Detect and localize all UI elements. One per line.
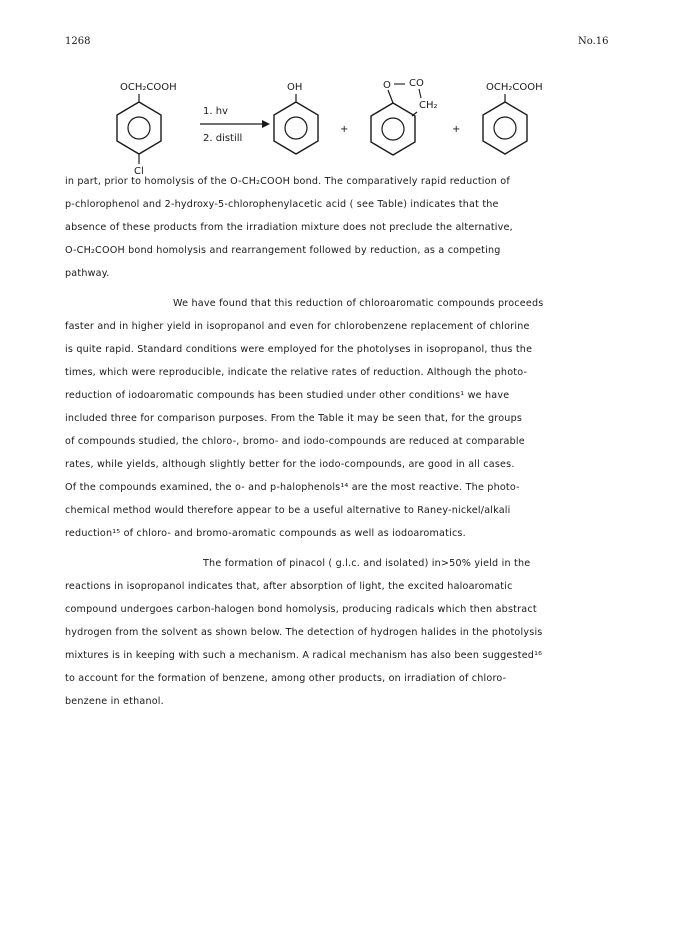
text-line: p-chlorophenol and 2-hydroxy-5-chlorophenylacetic acid ( see Table) indicates that the — [65, 199, 499, 210]
text-line: mixtures is in keeping with such a mechanism. A radical mechanism has also been suggested¹⁶ — [65, 650, 543, 661]
text-line: Of the compounds examined, the o- and p-halophenols¹⁴ are the most reactive. The photo- — [65, 482, 520, 493]
step-2-label: 2. distill — [203, 133, 243, 144]
plus-sign-2: + — [452, 124, 461, 135]
text-line: pathway. — [65, 268, 110, 279]
phenol-product — [274, 82, 318, 154]
text-line: times, which were reproducible, indicate the relative rates of reduction. Although the photo- — [65, 367, 528, 378]
text-line: hydrogen from the solvent as shown below. The detection of hydrogen halides in the photolysis — [65, 627, 543, 638]
text-line: reduction¹⁵ of chloro- and bromo-aromatic compounds as well as iodoaromatics. — [65, 528, 466, 539]
text-line: rates, while yields, although slightly better for the iodo-compounds, are good in all cases. — [65, 459, 515, 470]
phenol-label: OH — [287, 82, 303, 93]
text-line: reactions in isopropanol indicates that, after absorption of light, the excited haloaromatic — [65, 581, 513, 592]
text-line: chemical method would therefore appear to be a useful alternative to Raney-nickel/alkali — [65, 505, 511, 516]
text-line: absence of these products from the irradiation mixture does not preclude the alternative, — [65, 222, 513, 233]
text-line: faster and in higher yield in isopropanol and even for chlorobenzene replacement of chlorine — [65, 321, 530, 332]
text-line: included three for comparison purposes. From the Table it may be seen that, for the groups — [65, 413, 523, 424]
text-line: of compounds studied, the chloro-, bromo- and iodo-compounds are reduced at comparable — [65, 436, 525, 447]
reactant-molecule — [117, 82, 177, 176]
step-1-label: 1. hv — [203, 106, 228, 117]
issue-number: No.16 — [578, 36, 609, 47]
ring-oxygen-label: O — [383, 80, 391, 91]
text-line: reduction of iodoaromatic compounds has been studied under other conditions¹ we have — [65, 390, 510, 401]
page-number: 1268 — [65, 36, 91, 47]
text-line: to account for the formation of benzene, among other products, on irradiation of chloro- — [65, 673, 507, 684]
methylene-label: CH₂ — [419, 100, 438, 111]
text-line: O-CH₂COOH bond homolysis and rearrangement followed by reduction, as a competing — [65, 245, 501, 256]
reaction-arrow — [200, 106, 270, 144]
plus-sign-1: + — [340, 124, 349, 135]
text-line: in part, prior to homolysis of the O-CH₂COOH bond. The comparatively rapid reduction of — [65, 176, 510, 187]
benzofuranone-product — [371, 78, 438, 155]
reaction-scheme — [0, 76, 680, 176]
phenoxyacetic-acid-product — [483, 82, 543, 154]
text-line: The formation of pinacol ( g.l.c. and isolated) in>50% yield in the — [203, 558, 531, 569]
text-line: is quite rapid. Standard conditions were employed for the photolyses in isopropanol, thus the — [65, 344, 533, 355]
chloro-substituent: Cl — [134, 166, 144, 176]
text-line: compound undergoes carbon-halogen bond homolysis, producing radicals which then abstract — [65, 604, 537, 615]
text-line: benzene in ethanol. — [65, 696, 164, 707]
reactant-label: OCH₂COOH — [120, 82, 177, 93]
product-3-label: OCH₂COOH — [486, 82, 543, 93]
carbonyl-label: CO — [409, 78, 424, 89]
text-line: We have found that this reduction of chloroaromatic compounds proceeds — [173, 298, 544, 309]
